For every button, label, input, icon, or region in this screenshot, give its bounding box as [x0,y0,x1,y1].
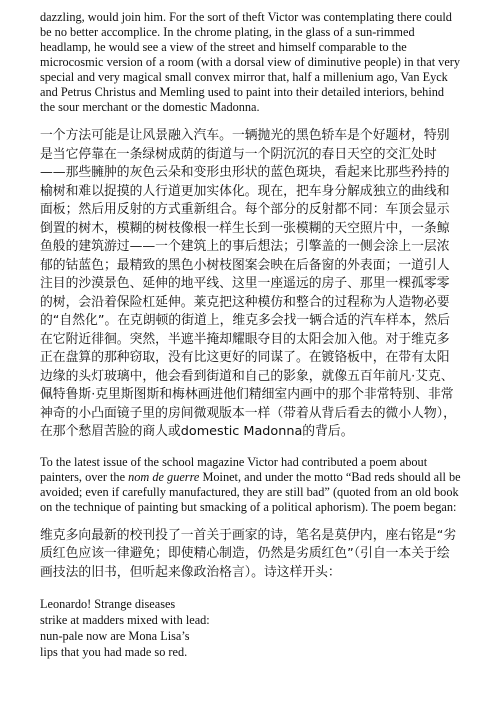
paragraph-text: To the latest issue of the school magazine Victor had contributed a poem about painters, over the [40,454,428,484]
paragraph-chinese-2: 维克多向最新的校刊投了一首关于画家的诗，笔名是莫伊内，座右铭是“劣质红色应该一律避免；即使精心制造，仍然是劣质红色”（引自一本关于绘画技法的旧书，但听起来像政治格言）。诗这样开头： [40,527,457,580]
poem-line: strike at madders mixed with lead: [40,613,210,627]
paragraph-english-1: dazzling, would join him. For the sort of theft Victor was contemplating there could be no better accomplice. In the chrome plating, in the glass of a sun-rimmed headlamp, he would see a view of the street and himself comparable to the microcosmic version of a room (with a dorsal view of diminutive people) in that very special and very magical small convex mirror that, half a millenium ago, Van Eyck and Petrus Christus and Memling used to paint into their detailed interiors, behind the sour merchant or the domestic Madonna. [40,10,461,114]
document-page [40,10,462,660]
paragraph-chinese-1: 一个方法可能是让风景融入汽车。一辆抛光的黑色轿车是个好题材，特别是当它停靠在一条绿树成荫的街道与一个阴沉沉的春日天空的交汇处时——那些臃肿的灰色云朵和变形虫形状的蓝色斑块，看起来比那些矜持的榆树和难以捉摸的人行道更加实体化。现在，把车身分解成独立的曲线和面板；然后用反射的方式重新组合。每个部分的反射都不同：车顶会显示倒置的树木，模糊的树枝像根一样生长到一张模糊的天空照片中，一条鲸鱼般的建筑游过——一个建筑上的事后想法；引擎盖的一侧会涂上一层浓郁的钴蓝色；最精致的黑色小树枝图案会映在后备窗的外表面；一道引人注目的沙漠景色、延伸的地平线、这里一座遥远的房子、那里一棵孤零零的树，会沿着保险杠延伸。莱克把这种模仿和整合的过程称为人造物必要的“自然化”。在克朗顿的街道上，维克多会找一辆合适的汽车样本，然后在它附近徘徊。突然，半遮半掩却耀眼夺目的太阳会加入他。对于维克多正在盘算的那种窃取，没有比这更好的同谋了。在镀铬板中，在带有太阳边缘的头灯玻璃中，他会看到街道和自己的影象，就像五百年前凡·艾克、佩特鲁斯·克里斯图斯和梅林画进他们精细室内画中的那个非常特别、非常神奇的小凸面镜子里的房间微观版本一样（带着从背后看去的微小人物），在那个愁眉苦脸的商人或domestic Madonna的背后。 [40,128,456,439]
paragraph-text: Moinet, and under the motto “Bad reds should all be avoided; even if carefully manufactured, they are still bad” (quoted from an old book on the technique of painting but smacking of a political aphorism). The poem began: [40,469,461,514]
poem-line: lips that you had made so red. [40,645,188,659]
poem-line: Leonardo! Strange diseases [40,597,176,611]
poem-stanza [40,596,462,660]
poem-line: nun-pale now are Mona Lisa’s [40,629,190,643]
paragraph-english-2 [40,455,462,515]
italic-phrase: nom de guerre [128,469,200,484]
